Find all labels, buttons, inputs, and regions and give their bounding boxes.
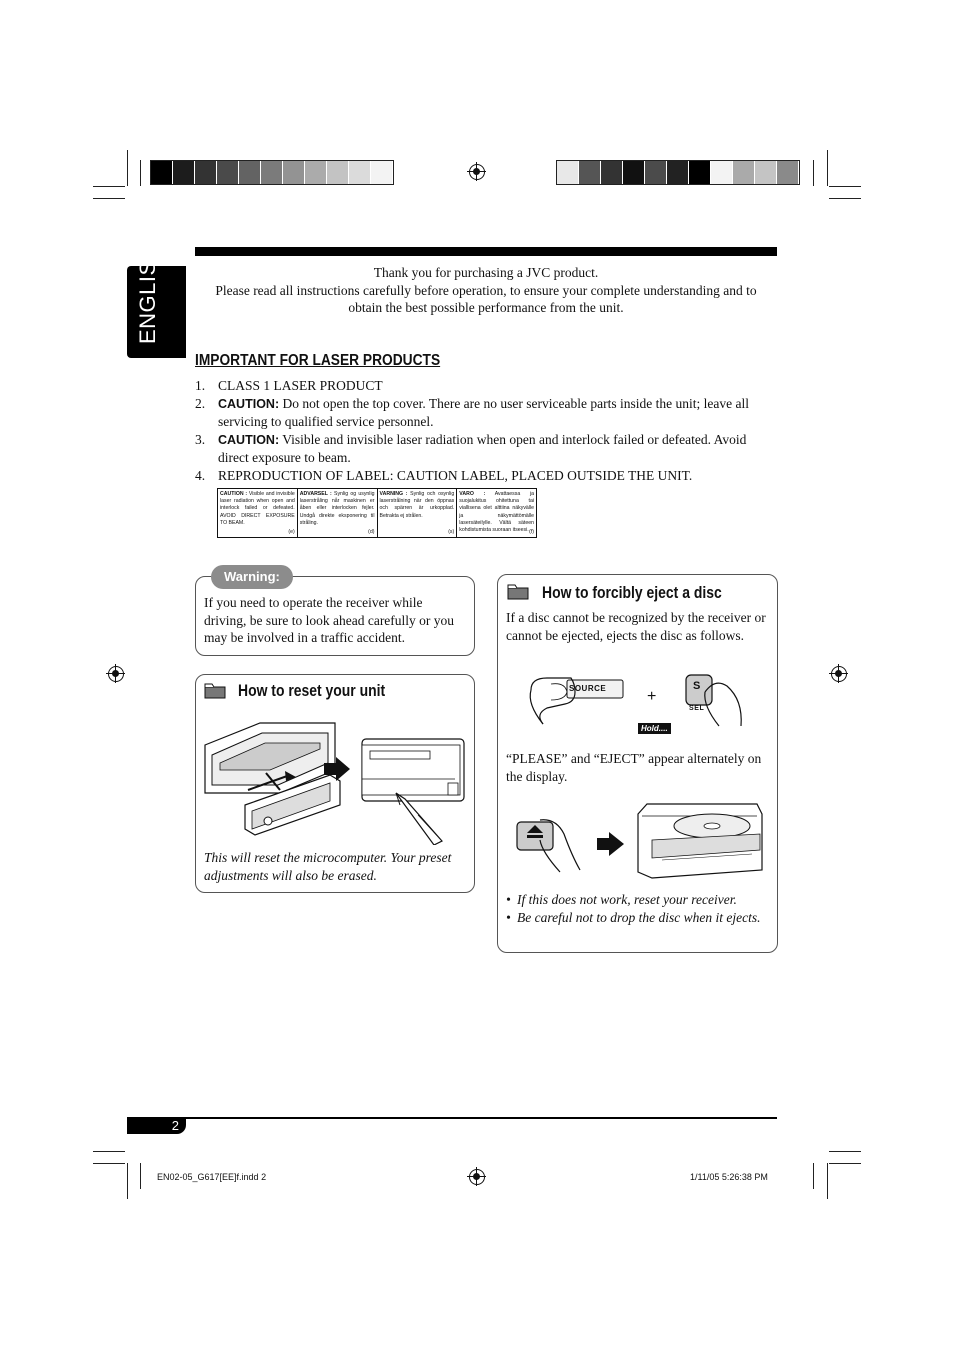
source-label: SOURCE bbox=[569, 684, 607, 693]
label-cell-danish: ADVARSEL : Synlig og usynlig laserstråling når maskinen er åben eller interlocken fejler. Undgå direkte eksponering til stråling. (d) bbox=[298, 489, 378, 537]
display-text: “PLEASE” and “EJECT” appear alternately on the display. bbox=[506, 751, 762, 784]
color-swatch bbox=[557, 161, 579, 184]
sel-label: SEL bbox=[689, 705, 705, 712]
list-item: 3. CAUTION: Visible and invisible laser radiation when open and interlock failed or defeated. Avoid direct exposure to beam. bbox=[195, 431, 747, 465]
registration-mark-icon bbox=[108, 666, 124, 682]
folder-icon bbox=[507, 584, 529, 600]
reset-illustration bbox=[200, 715, 470, 845]
list-item: 4. REPRODUCTION OF LABEL: CAUTION LABEL, PLACED OUTSIDE THE UNIT. bbox=[195, 467, 693, 483]
eject-notes bbox=[506, 891, 768, 926]
warning-badge: Warning: bbox=[211, 565, 293, 589]
label-cell-english: CAUTION : Visible and invisible laser radiation when open and interlock failed or defeated. AVOID DIRECT EXPOSURE TO BEAM. (e) bbox=[218, 489, 298, 537]
color-swatch bbox=[711, 161, 733, 184]
color-bar-right bbox=[556, 160, 800, 185]
color-swatch bbox=[151, 161, 173, 184]
list-item: • Be careful not to drop the disc when it ejects. bbox=[506, 909, 761, 925]
page-number: 2 bbox=[127, 1117, 186, 1134]
color-swatch bbox=[755, 161, 777, 184]
reset-heading: How to reset your unit bbox=[238, 681, 386, 700]
color-swatch bbox=[645, 161, 667, 184]
color-bar-left bbox=[150, 160, 394, 185]
registration-mark-icon bbox=[831, 666, 847, 682]
color-swatch bbox=[623, 161, 645, 184]
color-swatch bbox=[733, 161, 755, 184]
color-swatch bbox=[217, 161, 239, 184]
footer-file: EN02-05_G617[EE]f.indd 2 bbox=[157, 1172, 267, 1182]
header-rule bbox=[195, 247, 777, 256]
color-swatch bbox=[305, 161, 327, 184]
list-item: 2. CAUTION: Do not open the top cover. There are no user serviceable parts inside the unit; leave all servicing to qualified service personnel. bbox=[195, 395, 749, 429]
color-swatch bbox=[689, 161, 711, 184]
intro-text: Thank you for purchasing a JVC product. Please read all instructions carefully before operation, to ensure your complete understanding and to obtain the best possible performance from the unit. bbox=[215, 265, 757, 315]
list-item: 1. CLASS 1 LASER PRODUCT bbox=[195, 378, 383, 393]
plus-sign: + bbox=[647, 688, 657, 705]
caution-label bbox=[217, 488, 537, 538]
folder-icon bbox=[204, 683, 226, 699]
footer-rule bbox=[127, 1117, 777, 1119]
footer-date: 1/11/05 5:26:38 PM bbox=[690, 1172, 768, 1182]
color-swatch bbox=[667, 161, 689, 184]
s-label: S bbox=[693, 680, 701, 692]
color-swatch bbox=[327, 161, 349, 184]
warning-text: If you need to operate the receiver while driving, be sure to look ahead carefully or you may be involved in a traffic accident. bbox=[204, 595, 455, 645]
list-item: • If this does not work, reset your receiver. bbox=[506, 892, 737, 907]
color-swatch bbox=[283, 161, 305, 184]
label-cell-swedish: VARNING : Synlig och osynlig laserstrålning när den öppnas och spärren är urkopplad. Betrakta ej strålen. (s) bbox=[378, 489, 458, 537]
eject-illustration bbox=[512, 800, 772, 884]
color-swatch bbox=[371, 161, 393, 184]
eject-heading: How to forcibly eject a disc bbox=[542, 583, 722, 602]
registration-mark-icon bbox=[469, 164, 485, 180]
color-swatch bbox=[239, 161, 261, 184]
laser-list bbox=[195, 377, 780, 484]
color-swatch bbox=[173, 161, 195, 184]
source-button-illustration[interactable] bbox=[525, 670, 625, 726]
reset-note: This will reset the microcomputer. Your preset adjustments will also be erased. bbox=[204, 850, 452, 883]
hold-badge: Hold.... bbox=[638, 723, 671, 734]
laser-heading: IMPORTANT FOR LASER PRODUCTS bbox=[195, 352, 441, 369]
color-swatch bbox=[195, 161, 217, 184]
color-swatch bbox=[261, 161, 283, 184]
registration-mark-icon bbox=[469, 1169, 485, 1185]
color-swatch bbox=[601, 161, 623, 184]
color-swatch bbox=[777, 161, 799, 184]
eject-instructions: If a disc cannot be recognized by the receiver or cannot be ejected, ejects the disc as follows. bbox=[506, 610, 766, 643]
color-swatch bbox=[579, 161, 601, 184]
label-cell-finnish: VARO : Avattaessa ja suojalukitus ohitettuna tai viallisena olet alttiina näkyvälle ja näkymättömälle lasersäteilylle. Vältä säteen kohdistumista suoraan itseesi. (f) bbox=[459, 491, 534, 535]
language-tab: ENGLISH bbox=[127, 266, 186, 358]
color-swatch bbox=[349, 161, 371, 184]
